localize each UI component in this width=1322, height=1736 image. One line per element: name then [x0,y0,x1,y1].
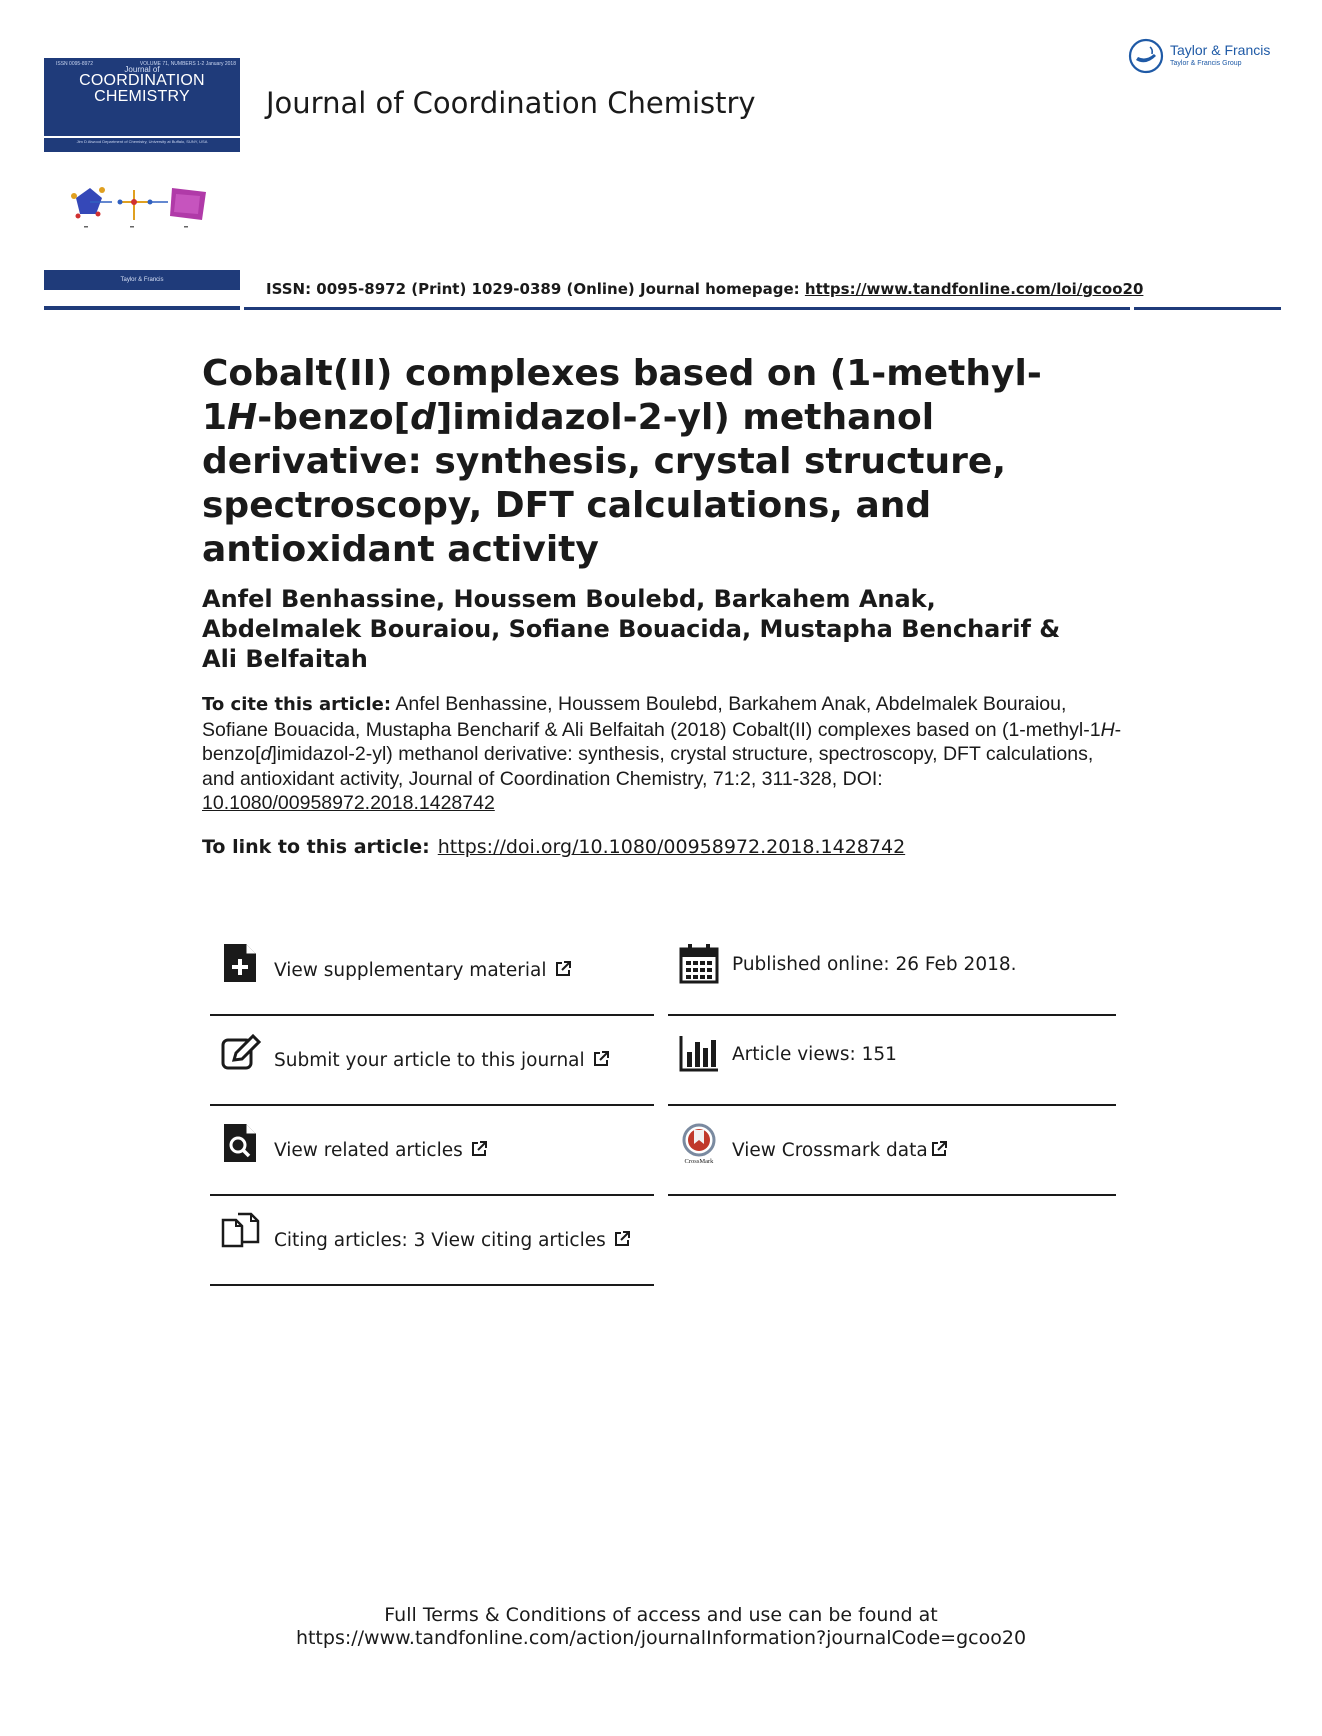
header-rule-right [1134,307,1281,310]
citation-doi-link[interactable]: 10.1080/00958972.2018.1428742 [202,792,495,814]
journal-cover [44,58,240,292]
external-link-icon [592,1050,610,1068]
citing-label: Citing articles: 3 View citing articles [274,1230,606,1251]
cover-band [44,58,240,136]
cover-journal-name [44,73,240,105]
file-plus-icon [220,942,262,984]
terms-footer [0,1604,1322,1650]
molecule-right [170,188,206,220]
journal-title: Journal of Coordination Chemistry [266,86,756,120]
crossmark-logo [678,1122,720,1164]
external-link-icon [613,1230,631,1248]
cover-issn: ISSN 0095-8972 [56,61,93,67]
article-title: Cobalt(II) complexes based on (1-methyl-1H-benzo[d]imidazol-2-yl) methanol derivative: synthesis, crystal structure, spectroscopy, DFT calculations, and antioxidant activity [202,353,1042,570]
file-search-icon [220,1122,262,1164]
external-link-icon [554,960,572,978]
issn-line [266,280,1143,298]
tf-group: Taylor & Francis Group [1170,60,1242,67]
cover-journal-of: Journal of [124,65,160,74]
related-label: View related articles [274,1140,463,1161]
cover-volume: VOLUME 71, NUMBERS 1-2 January 2018 [139,61,236,67]
external-link-icon [930,1140,948,1158]
cover-name-line1: COORDINATION [79,72,205,89]
view-related-button[interactable] [210,1104,654,1192]
grid-divider [210,1284,654,1286]
molecule-left [71,187,112,219]
article-views: Article views: 151 [732,1044,897,1065]
cover-molecule-illustration [68,176,208,230]
submit-label: Submit your article to this journal [274,1050,585,1071]
article-link-label: To link to this article: [202,836,430,858]
published-date: Published online: 26 Feb 2018. [732,954,1017,975]
header-rule [244,307,1130,310]
external-link-icon [470,1140,488,1158]
bar-chart-icon [678,1032,720,1074]
header-rule-left [44,306,240,310]
terms-text: Full Terms & Conditions of access and use can be found at [384,1604,938,1626]
article-doi-link[interactable]: https://doi.org/10.1080/00958972.2018.1428742 [437,836,906,858]
view-crossmark-button[interactable] [668,1104,1116,1192]
citation-block: To cite this article: Anfel Benhassine, Houssem Boulebd, Barkahem Anak, Abdelmalek Bouraiou, Sofiane Bouacida, Mustapha Bencharif & Ali Belfaitah (2018) Cobalt(II) complexes based on (1-methyl-1H-benzo[d]imidazol-2-yl) methanol derivative: synthesis, crystal structure, spectroscopy, DFT calculations, and antioxidant activity, Journal of Coordination Chemistry, 71:2, 311-328, DOI: 10.1080/00958972.2018.1428742 [202,693,1122,814]
crossmark-label: View Crossmark data [732,1140,928,1161]
cover-editor: Jim D Atwood Department of Chemistry, University at Buffalo, SUNY, USA [44,138,240,152]
journal-homepage-link[interactable]: https://www.tandfonline.com/loi/gcoo20 [804,280,1144,298]
terms-link[interactable]: https://www.tandfonline.com/action/journalInformation?journalCode=gcoo20 [295,1627,1027,1649]
copy-files-icon [220,1212,262,1254]
published-online-info [668,924,1116,1012]
cover-name-line2: CHEMISTRY [94,88,190,105]
tf-name: Taylor & Francis [1170,42,1271,58]
molecule-middle [118,190,169,220]
cover-publisher-band [44,270,240,290]
submit-article-button[interactable] [210,1014,654,1102]
article-authors: Anfel Benhassine, Houssem Boulebd, Barkahem Anak, Abdelmalek Bouraiou, Sofiane Bouacida, Mustapha Bencharif & Ali Belfaitah [202,585,1061,673]
grid-divider [668,1194,1116,1196]
supplementary-label: View supplementary material [274,960,547,981]
view-supplementary-button[interactable] [210,924,654,1012]
issn-text: ISSN: 0095-8972 (Print) 1029-0389 (Online) Journal homepage: [266,280,805,298]
crossmark-logo-text: CrossMark [684,1158,714,1164]
citing-articles-button[interactable] [210,1194,654,1282]
tf-lamp-icon [1128,38,1164,74]
article-link-row [202,836,905,858]
article-views-info [668,1014,1116,1102]
cover-publisher: Taylor & Francis [120,277,164,283]
taylor-francis-logo[interactable] [1128,38,1288,78]
edit-icon [220,1032,262,1074]
citation-label: To cite this article: [202,694,392,715]
calendar-icon [678,942,720,984]
